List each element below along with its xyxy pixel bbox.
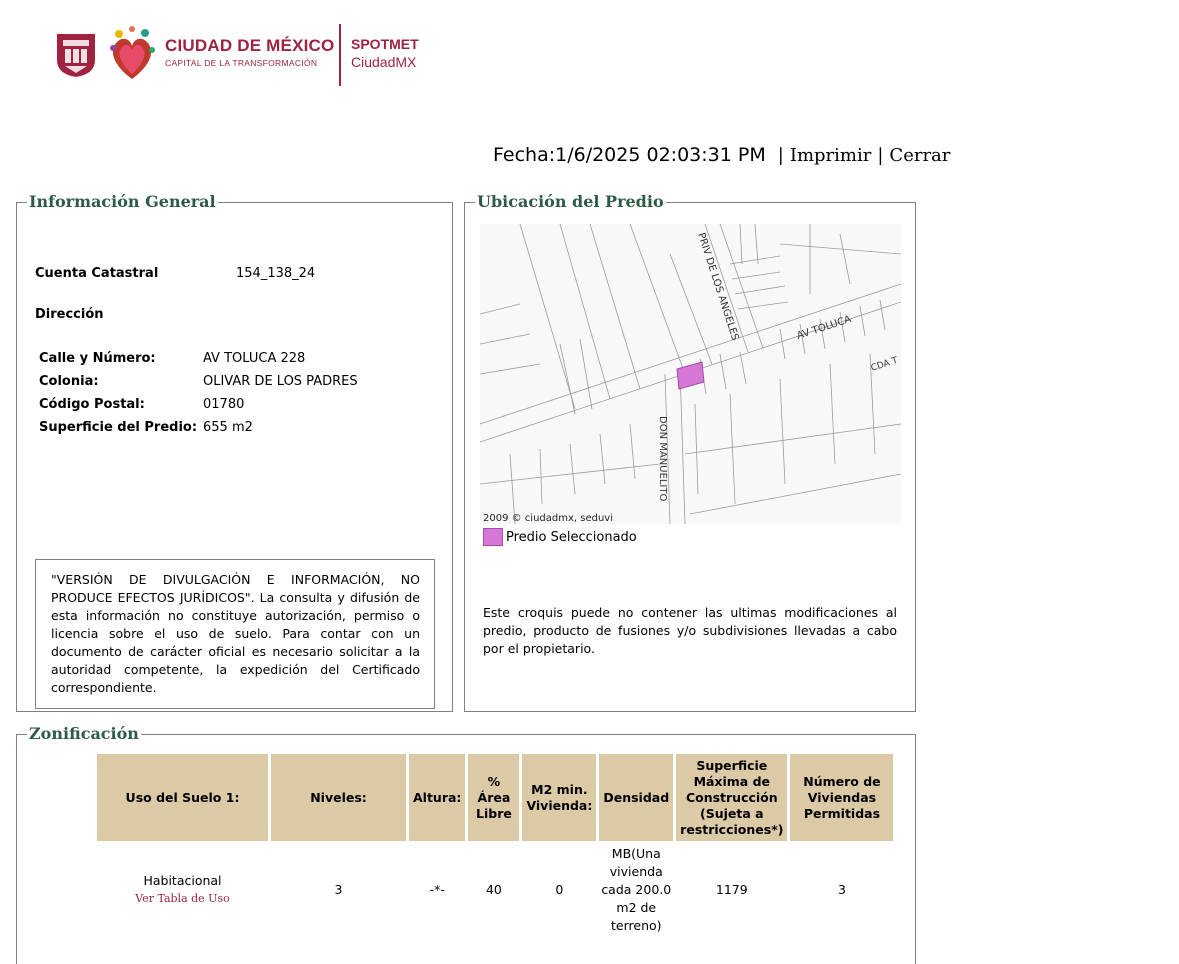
info-general-panel bbox=[16, 192, 453, 712]
table-row bbox=[97, 841, 893, 938]
disclaimer-box: "VERSIÓN DE DIVULGACIÓN E INFORMACIÓN, NO PRODUCE EFECTOS JURÍDICOS". La consulta y difusión de esta información no constituye autorización, permiso o licencia sobre el uso de suelo. Para contar con un documento de carácter oficial es necesario solicitar a la autoridad competente, la expedición del Certificado correspondiente. bbox=[35, 559, 435, 709]
direccion-label: Dirección bbox=[35, 307, 104, 322]
map-label-av-toluca: AV TOLUCA bbox=[795, 313, 853, 342]
map-note: Este croquis puede no contener las ultimas modificaciones al predio, producto de fusiones y/o subdivisiones llevadas a cabo por el propietario. bbox=[483, 605, 897, 656]
info-general-legend: Información General bbox=[29, 192, 216, 211]
uso-value: Habitacional bbox=[143, 872, 222, 888]
cell-niveles: 3 bbox=[334, 881, 343, 897]
header-uso: Uso del Suelo 1: bbox=[97, 754, 268, 841]
separator: | bbox=[877, 145, 884, 166]
brand-title: CIUDAD DE MÉXICO bbox=[165, 36, 335, 55]
separator: | bbox=[777, 145, 784, 166]
table-header-row bbox=[97, 754, 893, 841]
imprimir-link[interactable]: Imprimir bbox=[789, 145, 872, 166]
cell-uso bbox=[97, 841, 268, 938]
cell-superficie: 1179 bbox=[715, 881, 748, 897]
cuenta-value: 154_138_24 bbox=[236, 266, 316, 281]
cdmx-shield-logo bbox=[55, 32, 97, 78]
map-label-don-manuelito: DON MANUELITO bbox=[657, 416, 668, 502]
spotmet-title: SPOTMET bbox=[351, 36, 419, 52]
spotmet-subtitle: CiudadMX bbox=[351, 54, 417, 70]
date-bar bbox=[493, 144, 950, 166]
zonificacion-legend: Zonificación bbox=[29, 724, 139, 743]
header-niveles: Niveles: bbox=[271, 754, 406, 841]
brand-subtitle: CAPITAL DE LA TRANSFORMACIÓN bbox=[165, 58, 318, 68]
cell-altura: -*- bbox=[429, 881, 445, 897]
predio-legend-label: Predio Seleccionado bbox=[506, 530, 637, 545]
ubicacion-panel bbox=[464, 192, 916, 712]
colonia-value: OLIVAR DE LOS PADRES bbox=[203, 374, 358, 389]
header-densidad: Densidad bbox=[599, 754, 673, 841]
calle-value: AV TOLUCA 228 bbox=[203, 351, 306, 366]
predio-swatch bbox=[483, 528, 503, 546]
site-header bbox=[55, 22, 435, 88]
cp-label: Código Postal: bbox=[39, 397, 145, 412]
cell-densidad: MB(Una vivienda cada 200.0 m2 de terreno) bbox=[601, 845, 672, 933]
colonia-label: Colonia: bbox=[39, 374, 99, 389]
fecha-text: Fecha:1/6/2025 02:03:31 PM bbox=[493, 144, 766, 166]
brand-divider bbox=[339, 24, 341, 86]
cuenta-label: Cuenta Catastral bbox=[35, 266, 159, 281]
header-altura: Altura: bbox=[409, 754, 465, 841]
header-superficie: Superficie Máxima de Construcción (Sujeta a restricciones*) bbox=[676, 754, 787, 841]
cell-viviendas: 3 bbox=[837, 881, 846, 897]
zonificacion-panel bbox=[16, 724, 916, 964]
superficie-value: 655 m2 bbox=[203, 420, 253, 435]
ubicacion-legend: Ubicación del Predio bbox=[477, 192, 664, 211]
ver-tabla-uso-link[interactable]: Ver Tabla de Uso bbox=[135, 891, 230, 905]
header-area-libre: % Área Libre bbox=[468, 754, 519, 841]
cell-area-libre: 40 bbox=[485, 881, 502, 897]
header-m2-min: M2 min. Vivienda: bbox=[522, 754, 596, 841]
map-copyright: 2009 © ciudadmx, seduvi bbox=[483, 513, 614, 524]
map-label-cda: CDA T bbox=[869, 355, 900, 374]
superficie-label: Superficie del Predio: bbox=[39, 420, 198, 435]
calle-label: Calle y Número: bbox=[39, 351, 156, 366]
heart-logo bbox=[107, 24, 157, 84]
cp-value: 01780 bbox=[203, 397, 245, 412]
map-label-priv: PRIV DE LOS ANGELES bbox=[695, 231, 741, 342]
header-viviendas: Número de Viviendas Permitidas bbox=[790, 754, 893, 841]
map-svg bbox=[480, 224, 901, 524]
cell-m2-min: 0 bbox=[555, 881, 564, 897]
location-map[interactable] bbox=[480, 224, 901, 524]
zoning-table bbox=[94, 754, 896, 938]
cerrar-link[interactable]: Cerrar bbox=[889, 145, 951, 166]
